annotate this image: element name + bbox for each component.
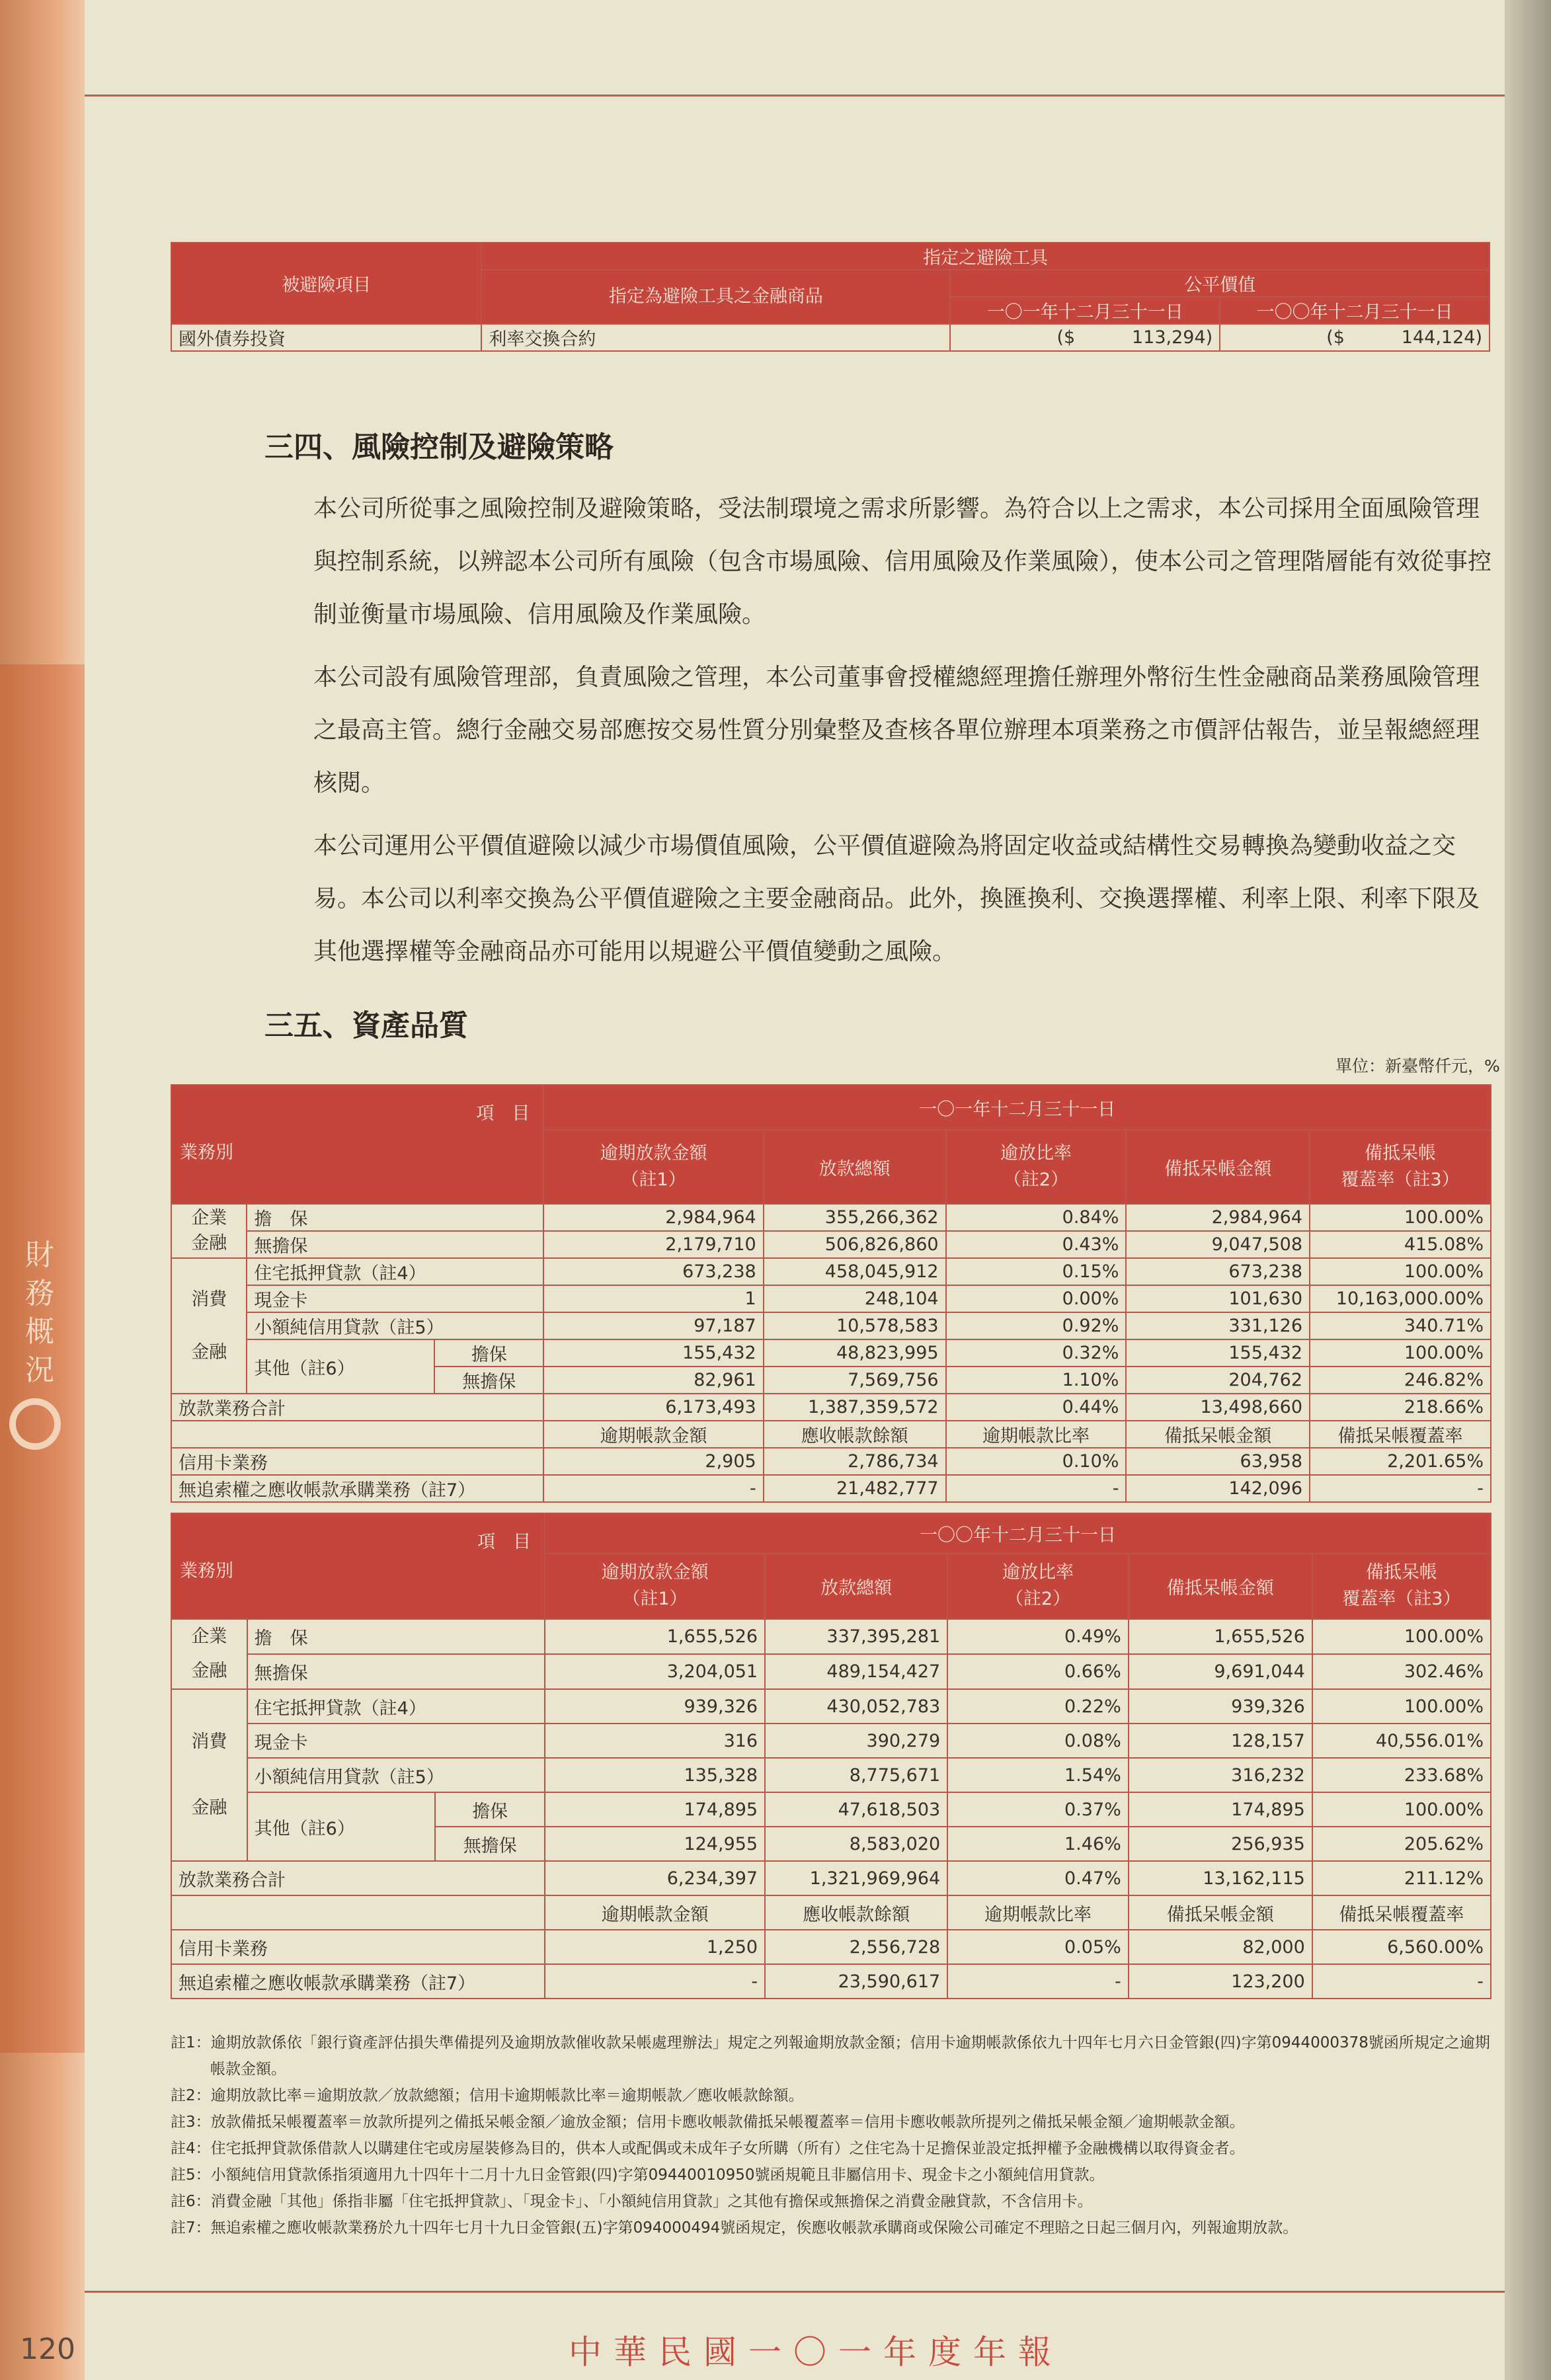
cell: 205.62% [1312, 1827, 1491, 1861]
consumer-label: 消費 金融 [171, 1258, 247, 1394]
sub-header: 逾期帳款金額 [545, 1895, 765, 1930]
item-label: 項 目 [476, 1103, 530, 1124]
cell: 204,762 [1126, 1367, 1310, 1394]
date-100-header: 一〇〇年十二月三十一日 [1220, 297, 1490, 324]
cell: 128,157 [1129, 1724, 1312, 1758]
cell: 2,984,964 [1126, 1204, 1310, 1231]
allowance-header: 備抵呆帳金額 [1126, 1130, 1310, 1204]
bank-logo-icon [9, 1398, 61, 1450]
date-header: 一〇〇年十二月三十一日 [545, 1513, 1491, 1554]
allowance-header: 備抵呆帳金額 [1129, 1554, 1312, 1619]
cell: 673,238 [1126, 1258, 1310, 1285]
footnote: 註7：無追索權之應收帳款業務於九十四年七月十九日金管銀(五)字第094000494號函規定，俟應收帳款承購商或保險公司確定不理賠之日起三個月內，列報逾期放款。 [171, 2219, 1298, 2237]
subheader-blank [171, 1895, 545, 1930]
cell: 0.43% [946, 1231, 1127, 1258]
fair-value-100: ($ 144,124) [1220, 324, 1490, 351]
cell: 218.66% [1310, 1394, 1491, 1421]
asset-quality-table-100 [171, 1513, 1491, 1999]
credit-card-label: 信用卡業務 [171, 1930, 545, 1964]
overdue-header: 逾期放款金額 （註1） [543, 1130, 763, 1204]
coverage-header: 備抵呆帳 覆蓋率（註3） [1310, 1130, 1491, 1204]
cell: 2,201.65% [1310, 1448, 1491, 1475]
hedge-table [171, 242, 1490, 352]
cell: 340.71% [1310, 1312, 1491, 1339]
cell: 1.46% [947, 1827, 1129, 1861]
coverage-header: 備抵呆帳 覆蓋率（註3） [1312, 1554, 1491, 1619]
other-label: 其他（註6） [247, 1792, 436, 1861]
cell: 21,482,777 [764, 1475, 946, 1502]
cell: 100.00% [1312, 1619, 1491, 1654]
cell: 100.00% [1312, 1792, 1491, 1827]
footnote: 註1：逾期放款係依「銀行資產評估損失準備提列及逾期放款催收款呆帳處理辦法」規定之列報逾期放款金額；信用卡逾期帳款係依九十四年七月六日金管銀(四)字第0944000378號函所規定之逾期帳款金額。 [171, 2034, 1490, 2078]
cell: - [543, 1475, 763, 1502]
hedge-tool-cell: 利率交換合約 [481, 324, 950, 351]
fair-value-101: ($ 113,294) [950, 324, 1220, 351]
cell: 101,630 [1126, 1285, 1310, 1312]
cashcard-label: 現金卡 [247, 1724, 545, 1758]
cell: 48,823,995 [764, 1339, 946, 1367]
mortgage-label: 住宅抵押貸款（註4） [247, 1258, 543, 1285]
designated-header: 指定為避險工具之金融商品 [481, 270, 950, 324]
cell: 939,326 [1129, 1689, 1312, 1724]
corner-header [171, 1085, 543, 1204]
sub-header: 應收帳款餘額 [765, 1895, 947, 1930]
corp-secured-label: 擔 保 [247, 1619, 545, 1654]
date-101-header: 一〇一年十二月三十一日 [950, 297, 1220, 324]
cell: 142,096 [1126, 1475, 1310, 1502]
factoring-label: 無追索權之應收帳款承購業務（註7） [171, 1475, 543, 1502]
cell: 7,569,756 [764, 1367, 946, 1394]
cell: 0.22% [947, 1689, 1129, 1724]
cell: 256,935 [1129, 1827, 1312, 1861]
corp-secured-label: 擔 保 [247, 1204, 543, 1231]
cell: 40,556.01% [1312, 1724, 1491, 1758]
cell: - [1312, 1964, 1491, 1999]
cell: 2,179,710 [543, 1231, 763, 1258]
paragraph-1: 本公司所從事之風險控制及避險策略，受法制環境之需求所影響。為符合以上之需求，本公司採用全面風險管理與控制系統，以辨認本公司所有風險（包含市場風險、信用風險及作業風險），使本公司之管理階層能有效從事控制並衡量市場風險、信用風險及作業風險。 [313, 495, 1492, 628]
cell: 1,655,526 [545, 1619, 765, 1654]
cell: 0.44% [946, 1394, 1127, 1421]
date-header: 一〇一年十二月三十一日 [543, 1085, 1491, 1130]
cell: 2,984,964 [543, 1204, 763, 1231]
cell: 10,578,583 [764, 1312, 946, 1339]
cell: 0.66% [947, 1654, 1129, 1689]
footnote: 註4：住宅抵押貸款係借款人以購建住宅或房屋裝修為目的，供本人或配偶或未成年子女所購（所有）之住宅為十足擔保並設定抵押權予金融機構以取得資金者。 [171, 2140, 1245, 2157]
mortgage-label: 住宅抵押貸款（註4） [247, 1689, 545, 1724]
cell: 13,498,660 [1126, 1394, 1310, 1421]
cell: 100.00% [1312, 1689, 1491, 1724]
bottom-rule [85, 2291, 1505, 2293]
fair-value-header: 公平價值 [950, 270, 1490, 297]
factoring-label: 無追索權之應收帳款承購業務（註7） [171, 1964, 545, 1999]
section-34-heading: 三四、風險控制及避險策略 [264, 430, 614, 464]
cell: 3,204,051 [545, 1654, 765, 1689]
other-unsecured-label: 無擔保 [434, 1367, 543, 1394]
cell: 123,200 [1129, 1964, 1312, 1999]
cell: 506,826,860 [764, 1231, 946, 1258]
cell: 458,045,912 [764, 1258, 946, 1285]
cell: 316,232 [1129, 1758, 1312, 1792]
cell: 331,126 [1126, 1312, 1310, 1339]
footnote: 註6：消費金融「其他」係指非屬「住宅抵押貸款」、「現金卡」、「小額純信用貸款」之其他有擔保或無擔保之消費金融貸款，不含信用卡。 [171, 2193, 1093, 2210]
sub-header: 備抵呆帳覆蓋率 [1312, 1895, 1491, 1930]
cell: 135,328 [545, 1758, 765, 1792]
other-label: 其他（註6） [247, 1339, 434, 1394]
cell: 97,187 [543, 1312, 763, 1339]
cell: 155,432 [1126, 1339, 1310, 1367]
cell: - [545, 1964, 765, 1999]
cell: 82,000 [1129, 1930, 1312, 1964]
cell: 155,432 [543, 1339, 763, 1367]
cashcard-label: 現金卡 [247, 1285, 543, 1312]
sub-header: 逾期帳款金額 [543, 1421, 763, 1448]
cell: 174,895 [545, 1792, 765, 1827]
cell: 1.10% [946, 1367, 1127, 1394]
cell: 0.08% [947, 1724, 1129, 1758]
cell: - [947, 1964, 1129, 1999]
page-edge [1505, 0, 1551, 2380]
footer-title: 中華民國一〇一年度年報 [569, 2333, 1063, 2371]
biz-label: 業務別 [180, 1561, 233, 1581]
unit-label: 單位：新臺幣仟元，% [1335, 1056, 1500, 1076]
loan-total-label: 放款業務合計 [171, 1394, 543, 1421]
cell: 124,955 [545, 1827, 765, 1861]
cell: 100.00% [1310, 1258, 1491, 1285]
cell: 0.47% [947, 1861, 1129, 1895]
total-header: 放款總額 [764, 1130, 946, 1204]
corp-label: 企業 金融 [171, 1204, 247, 1258]
cell: 302.46% [1312, 1654, 1491, 1689]
corp-label: 企業 金融 [171, 1619, 247, 1689]
consumer-label: 消費 金融 [171, 1689, 247, 1861]
cell: 0.84% [946, 1204, 1127, 1231]
cell: 8,775,671 [765, 1758, 947, 1792]
cell: 2,556,728 [765, 1930, 947, 1964]
paragraph-3: 本公司運用公平價值避險以減少市場價值風險，公平價值避險為將固定收益或結構性交易轉換為變動收益之交易。本公司以利率交換為公平價值避險之主要金融商品。此外，換匯換利、交換選擇權、利率上限、利率下限及其他選擇權等金融商品亦可能用以規避公平價值變動之風險。 [313, 832, 1480, 965]
corp-unsecured-label: 無擔保 [247, 1231, 543, 1258]
biz-label: 業務別 [180, 1142, 233, 1163]
cell: 63,958 [1126, 1448, 1310, 1475]
cell: 23,590,617 [765, 1964, 947, 1999]
top-rule [85, 95, 1505, 97]
sub-header: 備抵呆帳金額 [1129, 1895, 1312, 1930]
micro-loan-label: 小額純信用貸款（註5） [247, 1758, 545, 1792]
overdue-header: 逾期放款金額 （註1） [545, 1554, 765, 1619]
cell: 100.00% [1310, 1339, 1491, 1367]
cell: 337,395,281 [765, 1619, 947, 1654]
sub-header: 應收帳款餘額 [764, 1421, 946, 1448]
cell: 211.12% [1312, 1861, 1491, 1895]
hedged-item-cell: 國外債券投資 [171, 324, 481, 351]
total-header: 放款總額 [765, 1554, 947, 1619]
ratio-header: 逾放比率 （註2） [946, 1130, 1127, 1204]
micro-loan-label: 小額純信用貸款（註5） [247, 1312, 543, 1339]
cell: 6,234,397 [545, 1861, 765, 1895]
cell: 1 [543, 1285, 763, 1312]
cell: 0.05% [947, 1930, 1129, 1964]
hedged-item-header: 被避險項目 [171, 243, 481, 324]
cell: 9,047,508 [1126, 1231, 1310, 1258]
other-secured-label: 擔保 [434, 1339, 543, 1367]
cell: 316 [545, 1724, 765, 1758]
side-section-label: 財務概況 [25, 1238, 54, 1387]
corner-header [171, 1513, 545, 1619]
corp-unsecured-label: 無擔保 [247, 1654, 545, 1689]
cell: 82,961 [543, 1367, 763, 1394]
credit-card-label: 信用卡業務 [171, 1448, 543, 1475]
cell: 415.08% [1310, 1231, 1491, 1258]
cell: 390,279 [765, 1724, 947, 1758]
cell: 246.82% [1310, 1367, 1491, 1394]
cell: 0.49% [947, 1619, 1129, 1654]
other-unsecured-label: 無擔保 [435, 1827, 545, 1861]
sub-header: 備抵呆帳覆蓋率 [1310, 1421, 1491, 1448]
page-number: 120 [20, 2332, 75, 2366]
ratio-header: 逾放比率 （註2） [947, 1554, 1129, 1619]
item-label: 項 目 [477, 1532, 532, 1552]
cell: 0.32% [946, 1339, 1127, 1367]
footnote: 註3：放款備抵呆帳覆蓋率＝放款所提列之備抵呆帳金額／逾放金額；信用卡應收帳款備抵呆帳覆蓋率＝信用卡應收帳款所提列之備抵呆帳金額／逾期帳款金額。 [171, 2114, 1245, 2131]
sub-header: 備抵呆帳金額 [1126, 1421, 1310, 1448]
cell: 0.00% [946, 1285, 1127, 1312]
cell: 0.10% [946, 1448, 1127, 1475]
cell: 100.00% [1310, 1204, 1491, 1231]
cell: 0.92% [946, 1312, 1127, 1339]
sub-header: 逾期帳款比率 [947, 1895, 1129, 1930]
cell: 8,583,020 [765, 1827, 947, 1861]
cell: - [1310, 1475, 1491, 1502]
cell: 6,560.00% [1312, 1930, 1491, 1964]
asset-quality-table-101 [171, 1084, 1491, 1503]
cell: 1,250 [545, 1930, 765, 1964]
cell: 673,238 [543, 1258, 763, 1285]
cell: 355,266,362 [764, 1204, 946, 1231]
cell: 1,655,526 [1129, 1619, 1312, 1654]
section-35-heading: 三五、資產品質 [264, 1009, 468, 1043]
loan-total-label: 放款業務合計 [171, 1861, 545, 1895]
cell: 0.37% [947, 1792, 1129, 1827]
cell: 430,052,783 [765, 1689, 947, 1724]
cell: 6,173,493 [543, 1394, 763, 1421]
cell: 47,618,503 [765, 1792, 947, 1827]
cell: 10,163,000.00% [1310, 1285, 1491, 1312]
cell: 0.15% [946, 1258, 1127, 1285]
sub-header: 逾期帳款比率 [946, 1421, 1127, 1448]
cell: 233.68% [1312, 1758, 1491, 1792]
subheader-blank [171, 1421, 543, 1448]
cell: 13,162,115 [1129, 1861, 1312, 1895]
cell: 248,104 [764, 1285, 946, 1312]
cell: 9,691,044 [1129, 1654, 1312, 1689]
hedge-tool-header: 指定之避險工具 [481, 243, 1490, 270]
cell: 2,786,734 [764, 1448, 946, 1475]
footnotes [171, 2030, 1491, 2241]
cell: 939,326 [545, 1689, 765, 1724]
cell: 1.54% [947, 1758, 1129, 1792]
cell: 1,321,969,964 [765, 1861, 947, 1895]
cell: 1,387,359,572 [764, 1394, 946, 1421]
footnote: 註5：小額純信用貸款係指須適用九十四年十二月十九日金管銀(四)字第09440010950號函規範且非屬信用卡、現金卡之小額純信用貸款。 [171, 2166, 1105, 2184]
cell: 174,895 [1129, 1792, 1312, 1827]
paragraph-2: 本公司設有風險管理部，負責風險之管理，本公司董事會授權總經理擔任辦理外幣衍生性金融商品業務風險管理之最高主管。總行金融交易部應按交易性質分別彙整及查核各單位辦理本項業務之市價評估報告，並呈報總經理核閱。 [313, 664, 1480, 797]
cell: 489,154,427 [765, 1654, 947, 1689]
cell: 2,905 [543, 1448, 763, 1475]
footnote: 註2：逾期放款比率＝逾期放款／放款總額；信用卡逾期帳款比率＝逾期帳款／應收帳款餘額。 [171, 2087, 804, 2104]
other-secured-label: 擔保 [435, 1792, 545, 1827]
cell: - [946, 1475, 1127, 1502]
